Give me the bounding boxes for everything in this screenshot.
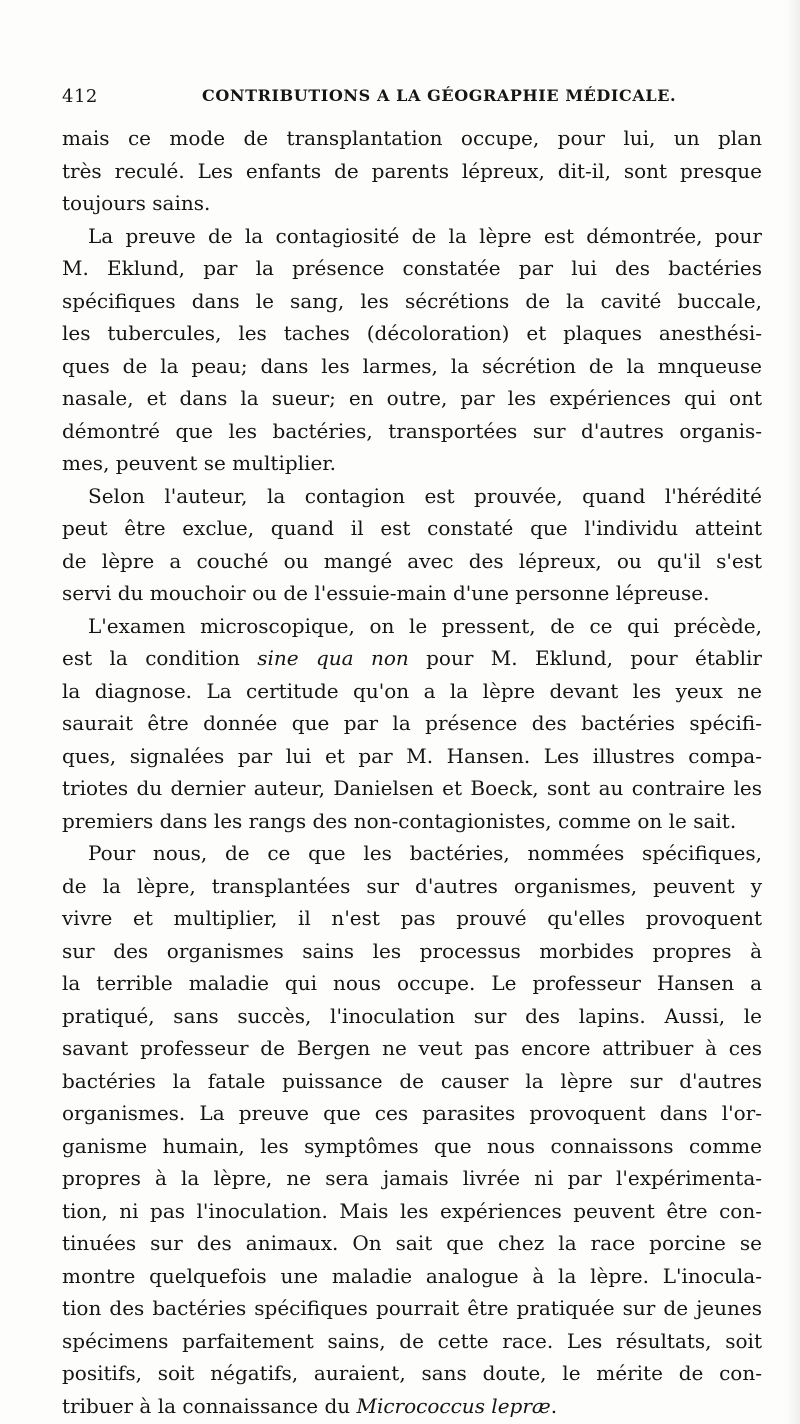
italic-phrase: Micrococcus lepræ — [356, 1393, 551, 1418]
text-line: bactéries la fatale puissance de causer la lèpre sur d'autres — [62, 1068, 762, 1093]
text-line: premiers dans les rangs des non-contagionistes, comme on le sait. — [62, 808, 737, 833]
text-line: tinuées sur des animaux. On sait que chez la race porcine se — [62, 1231, 762, 1255]
text-line: Pour nous, de ce que les bactéries, nommées spécifiques, — [88, 841, 762, 865]
running-title: CONTRIBUTIONS A LA GÉOGRAPHIE MÉDICALE. — [202, 86, 677, 105]
text-line: de la lèpre, transplantées sur d'autres organismes, peuvent y — [62, 873, 762, 898]
text-segment: tribuer à la connaissance du — [62, 1393, 357, 1418]
text-line: spécimens parfaitement sains, de cette race. Les résultats, soit — [62, 1328, 762, 1353]
text-line: peut être exclue, quand il est constaté que l'individu atteint — [62, 516, 762, 540]
text-segment: est la condition — [62, 646, 258, 670]
text-line: très reculé. Les enfants de parents lépreux, dit-il, sont presque — [62, 158, 762, 183]
text-line: servi du mouchoir ou de l'essuie-main d'une personne lépreuse. — [62, 581, 710, 605]
text-segment: . — [550, 1393, 558, 1418]
italic-phrase: sine qua non — [257, 646, 409, 670]
text-line: tion, ni pas l'inoculation. Mais les expériences peuvent être con- — [62, 1198, 762, 1223]
body-text — [62, 122, 762, 1422]
text-line — [62, 1390, 762, 1423]
text-line: mais ce mode de transplantation occupe, pour lui, un plan — [62, 126, 762, 150]
text-line: M. Eklund, par la présence constatée par lui des bactéries — [62, 256, 762, 280]
text-line: ques de la peau; dans les larmes, la sécrétion de la mnqueuse — [62, 353, 762, 378]
text-line: positifs, soit négatifs, auraient, sans doute, le mérite de con- — [62, 1361, 762, 1385]
text-line: tion des bactéries spécifiques pourrait être pratiquée sur de jeunes — [62, 1296, 762, 1320]
text-line: nasale, et dans la sueur; en outre, par les expériences qui ont — [62, 386, 762, 410]
text-line: mes, peuvent se multiplier. — [62, 451, 336, 475]
text-line: spécifiques dans le sang, les sécrétions de la cavité buccale, — [62, 288, 762, 313]
text-line: sur des organismes sains les processus morbides propres à — [62, 938, 762, 963]
text-line: les tubercules, les taches (décoloration) et plaques anesthési- — [62, 321, 762, 345]
text-line: La preuve de la contagiosité de la lèpre est démontrée, pour — [88, 223, 762, 248]
text-line: ganisme humain, les symptômes que nous connaissons comme — [62, 1133, 762, 1158]
text-line: ques, signalées par lui et par M. Hansen. Les illustres compa- — [62, 743, 762, 768]
text-line: propres à la lèpre, ne sera jamais livrée ni par l'expérimenta- — [62, 1166, 762, 1190]
text-line: la terrible maladie qui nous occupe. Le professeur Hansen a — [62, 971, 762, 995]
text-line: organismes. La preuve que ces parasites provoquent dans l'or- — [62, 1101, 762, 1125]
text-line: triotes du dernier auteur, Danielsen et Boeck, sont au contraire les — [62, 776, 762, 800]
text-line: de lèpre a couché ou mangé avec des lépreux, ou qu'il s'est — [62, 548, 762, 573]
text-line: saurait être donnée que par la présence des bactéries spécifi- — [62, 711, 762, 735]
text-segment: pour M. Eklund, pour établir — [408, 646, 762, 670]
text-line: la diagnose. La certitude qu'on a la lèpre devant les yeux ne — [62, 678, 762, 703]
text-line: montre quelquefois une maladie analogue à la lèpre. L'inocula- — [62, 1263, 762, 1288]
text-line: démontré que les bactéries, transportées sur d'autres organis- — [62, 418, 762, 443]
text-line: pratiqué, sans succès, l'inoculation sur des lapins. Aussi, le — [62, 1003, 762, 1028]
text-line: toujours sains. — [62, 191, 211, 215]
text-line: vivre et multiplier, il n'est pas prouvé qu'elles provoquent — [62, 906, 762, 930]
text-line: L'examen microscopique, on le pressent, de ce qui précède, — [88, 613, 762, 638]
page-number: 412 — [62, 86, 98, 107]
page-edge-shadow — [786, 0, 800, 1424]
text-line: Selon l'auteur, la contagion est prouvée, quand l'hérédité — [88, 483, 762, 508]
text-line: savant professeur de Bergen ne veut pas encore attribuer à ces — [62, 1036, 762, 1060]
running-header — [62, 86, 762, 116]
text-line — [62, 642, 762, 675]
